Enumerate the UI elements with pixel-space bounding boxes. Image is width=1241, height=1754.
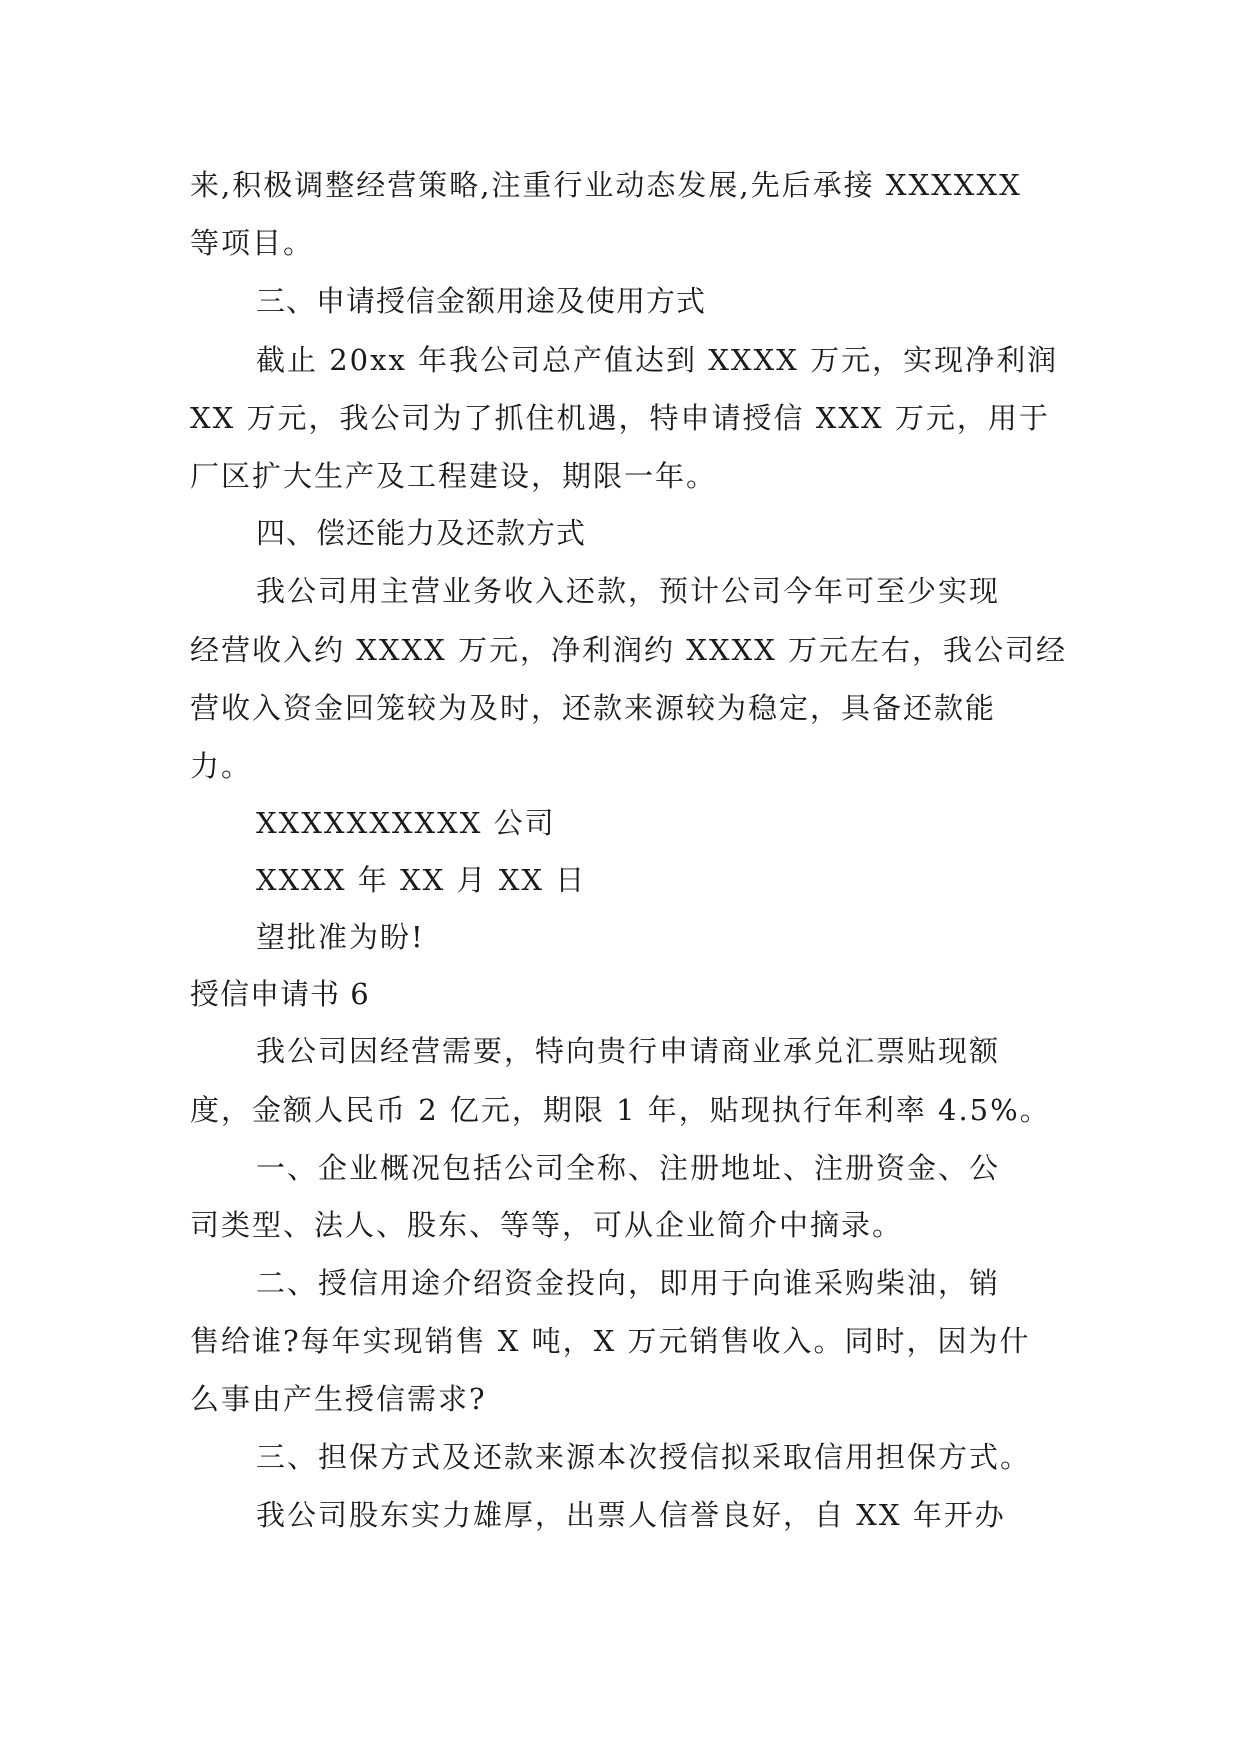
paragraph-line: 截止 20xx 年我公司总产值达到 XXXX 万元，实现净利润: [256, 343, 1059, 377]
paragraph-line: 我公司股东实力雄厚，出票人信誉良好，自 XX 年开办: [256, 1498, 1006, 1532]
date-line: XXXX 年 XX 月 XX 日: [256, 863, 587, 897]
section-heading: 四、偿还能力及还款方式: [256, 516, 587, 550]
paragraph-line: 售给谁?每年实现销售 X 吨，X 万元销售收入。同时，因为什: [190, 1324, 1031, 1358]
paragraph-line: 我公司用主营业务收入还款，预计公司今年可至少实现: [256, 574, 1001, 608]
paragraph-line: 么事由产生授信需求?: [190, 1382, 487, 1416]
paragraph-line: 等项目。: [190, 226, 315, 260]
document-title: 授信申请书 6: [190, 977, 370, 1011]
paragraph-line: 来,积极调整经营策略,注重行业动态发展,先后承接 XXXXXX: [190, 168, 1022, 202]
closing-line: 望批准为盼!: [256, 920, 425, 954]
paragraph-line: 司类型、法人、股东、等等，可从企业简介中摘录。: [190, 1208, 904, 1242]
company-name: XXXXXXXXXX 公司: [256, 806, 556, 840]
paragraph-line: 力。: [190, 749, 253, 783]
paragraph-line: 我公司因经营需要，特向贵行申请商业承兑汇票贴现额: [256, 1034, 1001, 1068]
paragraph-line: 营收入资金回笼较为及时，还款来源较为稳定，具备还款能: [190, 691, 997, 725]
section-heading: 三、申请授信金额用途及使用方式: [256, 284, 707, 318]
paragraph-line: 经营收入约 XXXX 万元，净利润约 XXXX 万元左右，我公司经: [190, 633, 1068, 667]
paragraph-line: 二、授信用途介绍资金投向，即用于向谁采购柴油，销: [256, 1266, 1001, 1300]
paragraph-line: 三、担保方式及还款来源本次授信拟采取信用担保方式。: [256, 1440, 1032, 1474]
paragraph-line: 厂区扩大生产及工程建设，期限一年。: [190, 459, 718, 493]
paragraph-line: 一、企业概况包括公司全称、注册地址、注册资金、公: [256, 1151, 1001, 1185]
paragraph-line: 度，金额人民币 2 亿元，期限 1 年，贴现执行年利率 4.5%。: [190, 1093, 1051, 1127]
paragraph-line: XX 万元，我公司为了抓住机遇，特申请授信 XXX 万元，用于: [190, 401, 1050, 435]
